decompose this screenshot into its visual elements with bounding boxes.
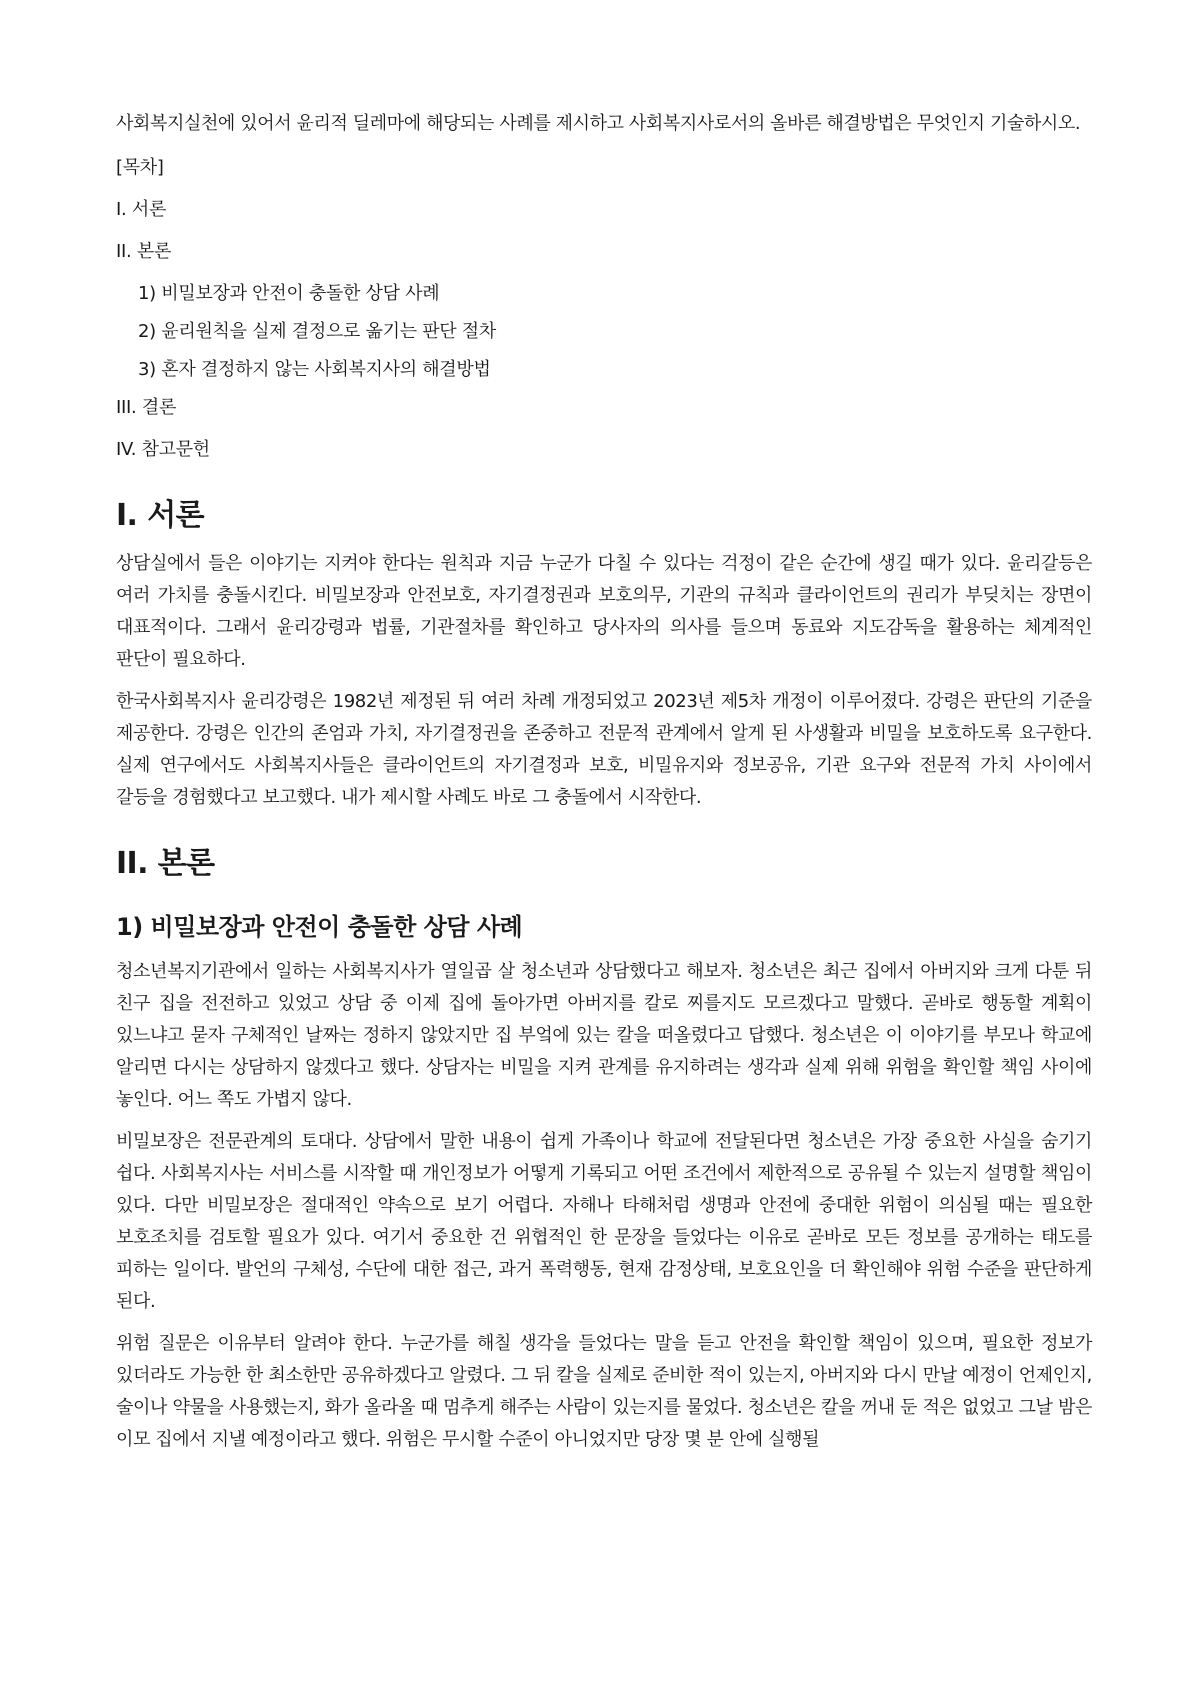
toc-item-section-2: 2) 윤리원칙을 실제 결정으로 옮기는 판단 절차 (138, 321, 496, 342)
toc-item-body: II. 본론 (116, 241, 172, 262)
body-heading: II. 본론 (116, 846, 215, 881)
toc-list (116, 194, 1092, 466)
intro-paragraph: 한국사회복지사 윤리강령은 1982년 제정된 뒤 여러 차례 개정되었고 2023년 제5차 개정이 이루어졌다. 강령은 판단의 기준을 제공한다. 강령은 인간의 존엄과 가치, 자기결정권을 존중하고 전문적 관계에서 알게 된 사생활과 비밀을 보호하도록 요구한다. 실제 연구에서도 사회복지사들은 클라이언트의 자기결정과 보호, 비밀유지와 정보공유, 기관 요구와 전문적 가치 사이에서 갈등을 경험했다고 보고했다. 내가 제시할 사례도 바로 그 충돌에서 시작한다. (116, 691, 1092, 808)
toc-title: [목차] (116, 157, 164, 178)
intro-heading: I. 서론 (116, 498, 204, 533)
section-1-paragraph: 위험 질문은 이유부터 알려야 한다. 누군가를 해칠 생각을 들었다는 말을 듣고 안전을 확인할 책임이 있으며, 필요한 정보가 있더라도 가능한 한 최소한만 공유하겠다고 알렸다. 그 뒤 칼을 실제로 준비한 적이 있는지, 아버지와 다시 만날 예정이 언제인지, 술이나 약물을 사용했는지, 화가 올라올 때 멈추게 해주는 사람이 있는지를 물었다. 청소년은 칼을 꺼내 둔 적은 없었고 그날 밤은 이모 집에서 지낼 예정이라고 했다. 위험은 무시할 수준이 아니었지만 당장 몇 분 안에 실행될 (116, 1333, 1092, 1450)
toc-item-references: IV. 참고문헌 (116, 439, 210, 460)
intro-paragraph: 상담실에서 들은 이야기는 지켜야 한다는 원칙과 지금 누군가 다칠 수 있다는 걱정이 같은 순간에 생길 때가 있다. 윤리갈등은 여러 가치를 충돌시킨다. 비밀보장과 안전보호, 자기결정권과 보호의무, 기관의 규칙과 클라이언트의 권리가 부딪치는 장면이 대표적이다. 그래서 윤리강령과 법률, 기관절차를 확인하고 당사자의 의사를 들으며 동료와 지도감독을 활용하는 체계적인 판단이 필요하다. (116, 553, 1092, 670)
section-1-paragraph: 청소년복지기관에서 일하는 사회복지사가 열일곱 살 청소년과 상담했다고 해보자. 청소년은 최근 집에서 아버지와 크게 다툰 뒤 친구 집을 전전하고 있었고 상담 중 이제 집에 돌아가면 아버지를 칼로 찌를지도 모르겠다고 말했다. 곧바로 행동할 계획이 있느냐고 묻자 구체적인 날짜는 정하지 않았지만 집 부엌에 있는 칼을 떠올렸다고 답했다. 청소년은 이 이야기를 부모나 학교에 알리면 다시는 상담하지 않겠다고 했다. 상담자는 비밀을 지켜 관계를 유지하려는 생각과 실제 위해 위험을 확인할 책임 사이에 놓인다. 어느 쪽도 가볍지 않다. (116, 961, 1092, 1110)
toc-item-section-1: 1) 비밀보장과 안전이 충돌한 상담 사례 (138, 283, 440, 304)
toc-item-conclusion: III. 결론 (116, 397, 177, 418)
body-section (116, 844, 1092, 1456)
question-text: 사회복지실천에 있어서 윤리적 딜레마에 해당되는 사례를 제시하고 사회복지사로서의 올바른 해결방법은 무엇인지 기술하시오. (116, 113, 1081, 134)
toc-item-section-3: 3) 혼자 결정하지 않는 사회복지사의 해결방법 (138, 359, 491, 380)
table-of-contents (116, 152, 1092, 466)
intro-section (116, 496, 1092, 814)
toc-item-intro: I. 서론 (116, 199, 167, 220)
section-1-paragraph: 비밀보장은 전문관계의 토대다. 상담에서 말한 내용이 쉽게 가족이나 학교에 전달된다면 청소년은 가장 중요한 사실을 숨기기 쉽다. 사회복지사는 서비스를 시작할 때 개인정보가 어떻게 기록되고 어떤 조건에서 제한적으로 공유될 수 있는지 설명할 책임이 있다. 다만 비밀보장은 절대적인 약속으로 보기 어렵다. 자해나 타해처럼 생명과 안전에 중대한 위험이 의심될 때는 필요한 보호조치를 검토할 필요가 있다. 여기서 중요한 건 위협적인 한 문장을 들었다는 이유로 곧바로 모든 정보를 공개하는 태도를 피하는 일이다. 발언의 구체성, 수단에 대한 접근, 과거 폭력행동, 현재 감정상태, 보호요인을 더 확인해야 위험 수준을 판단하게 된다. (116, 1131, 1092, 1312)
section-1-heading: 1) 비밀보장과 안전이 충돌한 상담 사례 (116, 913, 523, 941)
